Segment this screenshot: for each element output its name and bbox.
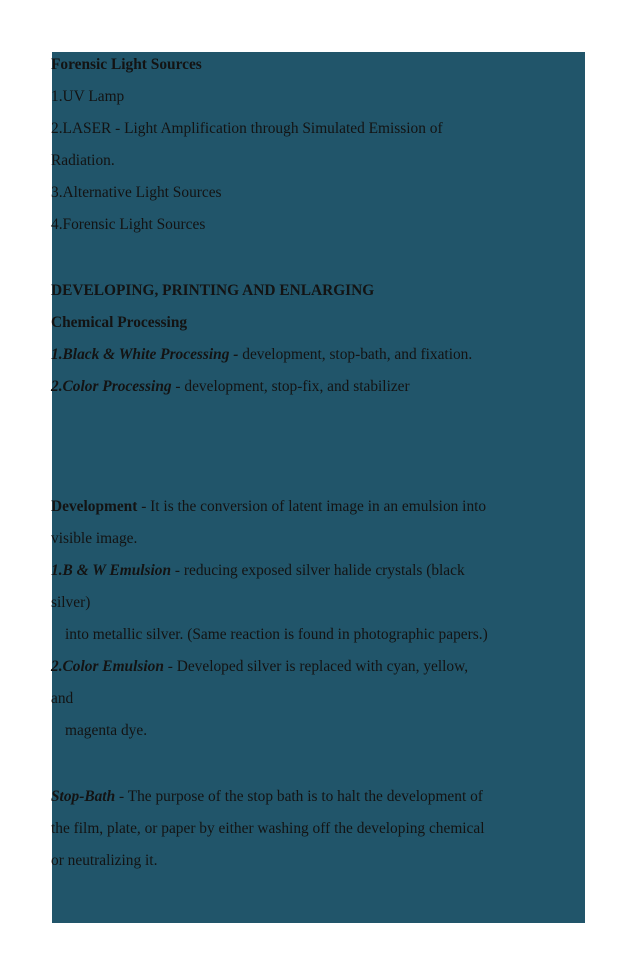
process-label: 1.Black & White Processing - — [51, 346, 239, 363]
process-label: 2.Color Processing — [51, 378, 172, 395]
term-label: Development — [51, 498, 138, 515]
paragraph-line: into metallic silver. (Same reaction is found in photographic papers.) — [65, 626, 488, 643]
paragraph-line: or neutralizing it. — [51, 852, 158, 869]
paragraph-line: and — [51, 690, 74, 707]
paragraph-line: magenta dye. — [65, 722, 148, 739]
paragraph-line — [51, 561, 465, 581]
section-heading: DEVELOPING, PRINTING AND ENLARGING — [51, 282, 375, 299]
paragraph-line: the film, plate, or paper by either washing off the developing chemical — [51, 820, 485, 837]
term-label: Stop-Bath — [51, 788, 116, 805]
process-text: development, stop-bath, and fixation. — [238, 346, 473, 363]
paragraph-line: visible image. — [51, 530, 138, 547]
term-text: - Developed silver is replaced with cyan, yellow, — [163, 658, 469, 675]
process-text: - development, stop-fix, and stabilizer — [171, 378, 410, 395]
process-line — [51, 377, 410, 397]
list-item: 2.LASER - Light Amplification through Simulated Emission of — [51, 120, 443, 137]
paragraph-line — [51, 787, 483, 807]
list-item: 1.UV Lamp — [51, 88, 125, 105]
term-text: - The purpose of the stop bath is to halt the development of — [115, 788, 483, 805]
process-line — [51, 345, 472, 365]
list-item: Radiation. — [51, 152, 115, 169]
term-label: 2.Color Emulsion — [51, 658, 164, 675]
list-item: 3.Alternative Light Sources — [51, 184, 222, 201]
paragraph-line: silver) — [51, 594, 91, 611]
section-subheading: Chemical Processing — [51, 314, 188, 331]
term-text: - reducing exposed silver halide crystals (black — [171, 562, 465, 579]
section-title: Forensic Light Sources — [51, 56, 202, 73]
paragraph-line — [51, 497, 486, 517]
list-item: 4.Forensic Light Sources — [51, 216, 206, 233]
paragraph-line — [51, 657, 468, 677]
term-text: - It is the conversion of latent image in an emulsion into — [137, 498, 487, 515]
term-label: 1.B & W Emulsion — [51, 562, 172, 579]
